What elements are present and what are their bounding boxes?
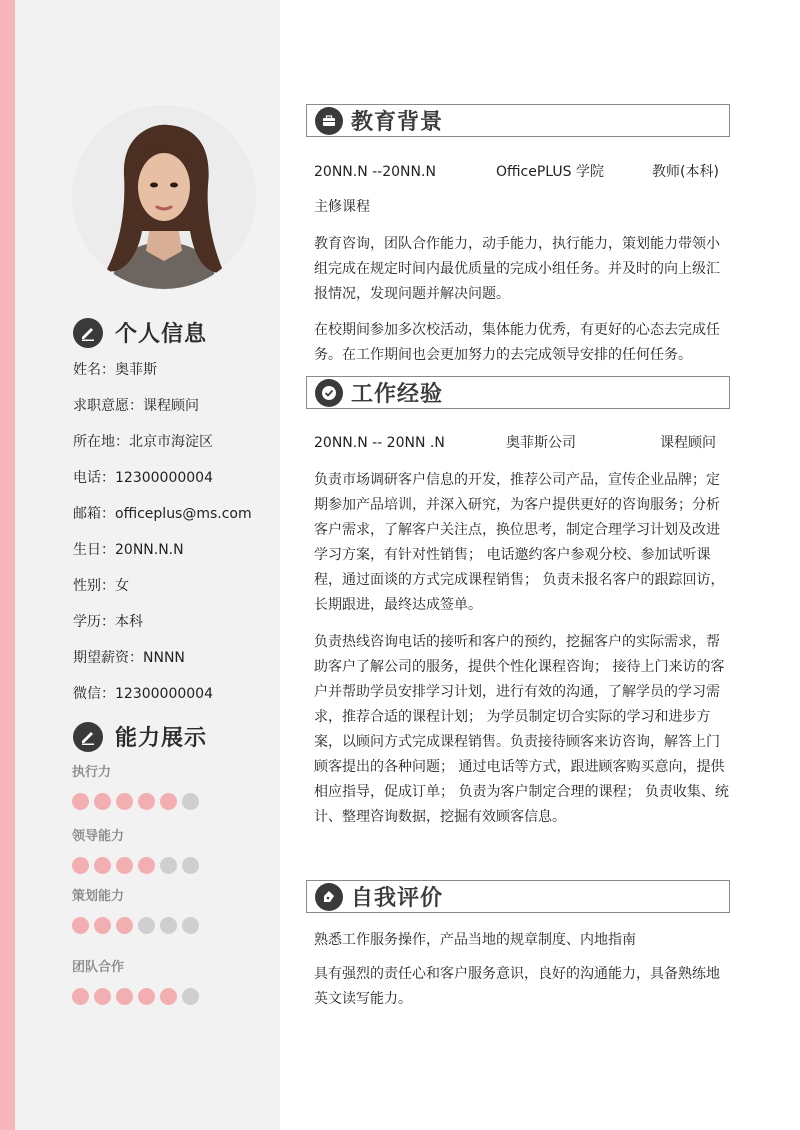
rating-dot-empty	[160, 917, 177, 934]
rating-dot-filled	[72, 988, 89, 1005]
skill-name: 团队合作	[72, 960, 125, 975]
skill-rating	[72, 988, 272, 1005]
courses-label: 主修课程	[314, 199, 370, 215]
info-label: 邮箱：	[73, 506, 115, 522]
badge-check-icon	[315, 379, 343, 407]
education-school: OfficePLUS 学院	[496, 164, 604, 180]
info-value: 奥菲斯	[115, 362, 157, 378]
info-row-location	[73, 424, 273, 460]
rating-dot-filled	[116, 917, 133, 934]
education-paragraph: 在校期间参加多次校活动，集体能力优秀，有更好的心态去完成任务。在工作期间也会更加努力的去完成领导安排的任何任务。	[314, 322, 720, 363]
self-eval-header	[306, 880, 730, 913]
skill-rating	[72, 857, 272, 874]
personal-info-header	[73, 317, 207, 348]
rating-dot-filled	[94, 917, 111, 934]
rating-dot-filled	[138, 988, 155, 1005]
experience-paragraph: 负责热线咨询电话的接听和客户的预约，挖掘客户的实际需求，帮助客户了解公司的服务，提供个性化课程咨询； 接待上门来访的客户并帮助学员安排学习计划，进行有效的沟通，了解学员的学习需求，推荐合适的课程计划； 为学员制定切合实际的学习和进步方案，以顾问方式完成课程销售。负责接待顾客来访咨询，解答上门顾客提出的各种问题； 通过电话等方式，跟进顾客购买意向，提供相应指导，促成订单； 负责为客户制定合理的课程； 负责收集、统计、整理咨询数据，挖掘有效顾客信息。	[314, 634, 729, 825]
education-summary-row	[314, 160, 726, 184]
pencil-icon	[73, 318, 103, 348]
rating-dot-filled	[138, 793, 155, 810]
info-label: 所在地：	[73, 434, 129, 450]
avatar	[72, 105, 256, 289]
rating-dot-empty	[182, 988, 199, 1005]
experience-summary-row	[314, 431, 726, 455]
experience-header	[306, 376, 730, 409]
skills-title: 能力展示	[115, 726, 208, 751]
skill-item	[72, 887, 272, 958]
rating-dot-filled	[138, 857, 155, 874]
info-value: 20NN.N.N	[115, 542, 184, 558]
info-row-name	[73, 352, 273, 388]
accent-strip	[0, 0, 15, 1130]
rating-dot-empty	[138, 917, 155, 934]
info-row-birthday	[73, 532, 273, 568]
rating-dot-filled	[116, 793, 133, 810]
info-label: 电话：	[73, 470, 115, 486]
info-label: 求职意愿：	[73, 398, 143, 414]
self-eval-title: 自我评价	[351, 886, 444, 911]
info-value: 女	[115, 578, 129, 594]
experience-period: 20NN.N -- 20NN .N	[314, 435, 445, 451]
skill-rating	[72, 917, 272, 934]
education-paragraph: 教育咨询，团队合作能力，动手能力，执行能力，策划能力带领小组完成在规定时间内最优质量的完成小组任务。并及时的向上级汇报情况，发现问题并解决问题。	[314, 236, 720, 302]
info-label: 期望薪资：	[73, 650, 143, 666]
rating-dot-filled	[72, 917, 89, 934]
skill-name: 策划能力	[72, 889, 125, 904]
rating-dot-empty	[182, 857, 199, 874]
info-row-phone	[73, 460, 273, 496]
info-label: 微信：	[73, 686, 115, 702]
rating-dot-filled	[116, 988, 133, 1005]
info-value: NNNN	[143, 650, 185, 666]
info-label: 学历：	[73, 614, 115, 630]
self-eval-paragraph: 熟悉工作服务操作，产品当地的规章制度、内地指南	[314, 932, 636, 948]
info-value: 12300000004	[115, 470, 213, 486]
info-row-intent	[73, 388, 273, 424]
skill-item	[72, 958, 272, 1018]
skill-name: 领导能力	[72, 829, 125, 844]
rating-dot-filled	[160, 988, 177, 1005]
education-period: 20NN.N --20NN.N	[314, 164, 436, 180]
rating-dot-filled	[94, 793, 111, 810]
pencil-icon	[73, 722, 103, 752]
info-row-salary	[73, 640, 273, 676]
skill-name: 执行力	[72, 765, 112, 780]
info-value: 本科	[115, 614, 143, 630]
rating-dot-filled	[72, 857, 89, 874]
info-value: 课程顾问	[143, 398, 199, 414]
education-title: 教育背景	[351, 110, 444, 135]
education-header	[306, 104, 730, 137]
info-row-education	[73, 604, 273, 640]
info-value: 12300000004	[115, 686, 213, 702]
info-label: 性别：	[73, 578, 115, 594]
pen-nib-icon	[315, 883, 343, 911]
info-value: 北京市海淀区	[129, 434, 213, 450]
education-degree: 教师(本科)	[652, 164, 719, 180]
info-value: officeplus@ms.com	[115, 506, 252, 522]
skills-header	[73, 721, 207, 752]
skills-list	[72, 763, 272, 1018]
experience-position: 课程顾问	[660, 435, 716, 451]
experience-paragraph: 负责市场调研客户信息的开发，推荐公司产品，宣传企业品牌；定期参加产品培训，并深入研究，为客户提供更好的咨询服务；分析客户需求，了解客户关注点，换位思考，制定合理学习计划及改进学习方案，有针对性销售； 电话邀约客户参观分校、参加试听课程，通过面谈的方式完成课程销售； 负责未报名客户的跟踪回访，长期跟进，最终达成签单。	[314, 472, 725, 613]
rating-dot-empty	[182, 793, 199, 810]
skill-rating	[72, 793, 272, 810]
self-eval-paragraph: 具有强烈的责任心和客户服务意识，良好的沟通能力，具备熟练地英文读写能力。	[314, 966, 720, 1007]
briefcase-icon	[315, 107, 343, 135]
experience-company: 奥菲斯公司	[506, 435, 576, 451]
skill-item	[72, 763, 272, 827]
rating-dot-filled	[160, 793, 177, 810]
info-row-wechat	[73, 676, 273, 712]
info-label: 生日：	[73, 542, 115, 558]
rating-dot-empty	[182, 917, 199, 934]
personal-info-list	[73, 352, 273, 712]
rating-dot-filled	[94, 988, 111, 1005]
personal-info-title: 个人信息	[115, 322, 208, 347]
rating-dot-filled	[94, 857, 111, 874]
info-label: 姓名：	[73, 362, 115, 378]
experience-title: 工作经验	[351, 382, 444, 407]
skill-item	[72, 827, 272, 887]
rating-dot-filled	[72, 793, 89, 810]
rating-dot-empty	[160, 857, 177, 874]
rating-dot-filled	[116, 857, 133, 874]
info-row-email	[73, 496, 273, 532]
info-row-gender	[73, 568, 273, 604]
